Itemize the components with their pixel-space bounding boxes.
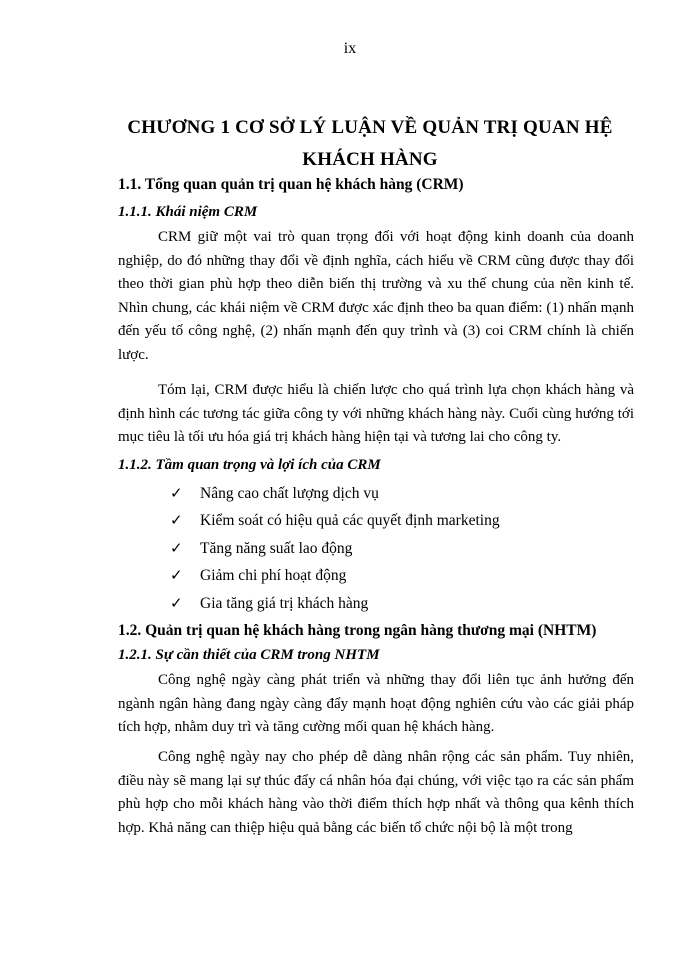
paragraph-mass-personalization: Công nghệ ngày nay cho phép dễ dàng nhân rộng các sản phẩm. Tuy nhiên, điều này sẽ mang lại sự thúc đẩy cá nhân hóa đại chúng, với việc tạo ra các sản phẩm phù hợp cho mỗi khách hàng vào thời điểm thích hợp nhất và thông qua kênh thích hợp. Khả năng can thiệp hiệu quả bằng các biến tổ chức nội bộ là một trong: [118, 749, 634, 836]
benefits-checklist: [170, 484, 500, 621]
section-heading-1-2: 1.2. Quản trị quan hệ khách hàng trong ngân hàng thương mại (NHTM): [118, 622, 597, 639]
list-item: [170, 511, 500, 538]
chapter-title-line2: KHÁCH HÀNG: [302, 149, 438, 170]
checkmark-icon: ✓: [170, 595, 183, 612]
chapter-title-line1: CHƯƠNG 1 CƠ SỞ LÝ LUẬN VỀ QUẢN TRỊ QUAN HỆ: [127, 117, 613, 138]
paragraph-technology-change: Công nghệ ngày càng phát triển và những thay đổi liên tục ảnh hưởng đến ngành ngân hàng đang ngày càng đẩy mạnh hoạt động nghiên cứu vào các giải pháp tích hợp, nhằm duy trì và tăng cường mối quan hệ khách hàng.: [118, 672, 634, 736]
checkmark-icon: ✓: [170, 540, 183, 557]
benefit-label: Gia tăng giá trị khách hàng: [200, 594, 369, 612]
paragraph-crm-summary: Tóm lại, CRM được hiểu là chiến lược cho quá trình lựa chọn khách hàng và định hình các tương tác giữa công ty với những khách hàng này. Cuối cùng hướng tới mục tiêu là tối ưu hóa giá trị khách hàng hiện tại và tương lai cho công ty.: [118, 382, 634, 446]
checkmark-icon: ✓: [170, 486, 183, 502]
benefit-label: Tăng năng suất lao động: [200, 539, 353, 557]
benefit-label: Kiểm soát có hiệu quả các quyết định marketing: [200, 512, 500, 530]
checkmark-icon: ✓: [170, 568, 183, 585]
list-item: [170, 484, 500, 511]
benefit-label: Nâng cao chất lượng dịch vụ: [200, 485, 379, 502]
benefit-label: Giảm chi phí hoạt động: [200, 567, 347, 585]
chapter-title: [90, 112, 650, 176]
page-number: ix: [343, 40, 357, 57]
section-heading-1-2-1: 1.2.1. Sự cần thiết của CRM trong NHTM: [118, 647, 380, 663]
checkmark-icon: ✓: [170, 513, 183, 530]
list-item: [170, 539, 500, 566]
paragraph-crm-definition: CRM giữ một vai trò quan trọng đối với hoạt động kinh doanh của doanh nghiệp, do đó những thay đổi về định nghĩa, cách hiểu về CRM cũng được thay đổi theo thời gian phù hợp theo diễn biến thị trường và xu thế chung của nền kinh tế. Nhìn chung, các khái niệm về CRM được xác định theo ba quan điểm: (1) nhấn mạnh đến yếu tố công nghệ, (2) nhấn mạnh đến quy trình và (3) coi CRM chính là chiến lược.: [118, 229, 634, 363]
section-heading-1-1: 1.1. Tổng quan quản trị quan hệ khách hàng (CRM): [118, 176, 464, 193]
section-heading-1-1-2: 1.1.2. Tầm quan trọng và lợi ích của CRM: [118, 457, 381, 473]
section-heading-1-1-1: 1.1.1. Khái niệm CRM: [118, 204, 258, 220]
list-item: [170, 566, 500, 593]
list-item: [170, 594, 500, 621]
